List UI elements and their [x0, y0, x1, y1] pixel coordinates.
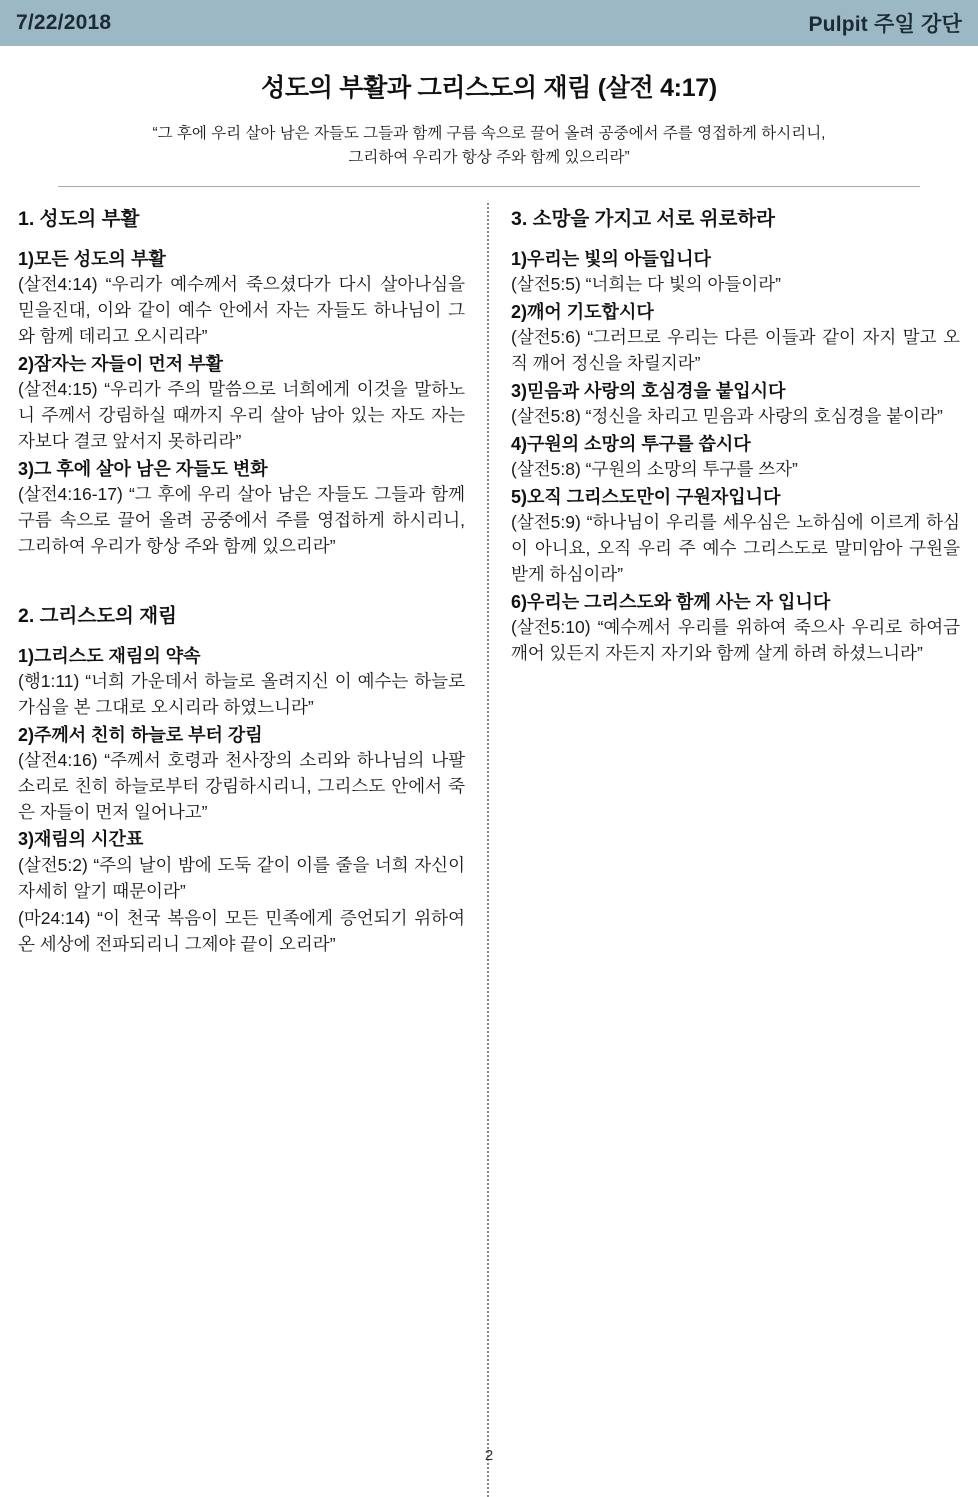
- point-3-5: [511, 485, 960, 588]
- point-3-4: [511, 432, 960, 483]
- page-title: 성도의 부활과 그리스도의 재림 (살전 4:17): [261, 74, 717, 102]
- point-3-6: [511, 590, 960, 667]
- point-body: (살전5:9) “하나님이 우리를 세우심은 노하심에 이르게 하심이 아니요, 오직 우리 주 예수 그리스도로 말미암아 구원을 받게 하심이라”: [511, 512, 960, 585]
- point-3-3: [511, 379, 960, 430]
- point-body: (살전4:15) “우리가 주의 말씀으로 너희에게 이것을 말하노니 주께서 강림하실 때까지 우리 살아 남아 있는 자도 자는 자보다 결코 앞서지 못하리라”: [18, 379, 465, 451]
- point-title: 6)우리는 그리스도와 함께 사는 자 입니다: [511, 592, 831, 613]
- content-columns: [0, 187, 978, 1497]
- point-1-1: [18, 247, 465, 350]
- sermon-verse-line-1: “그 후에 우리 살아 남은 자들도 그들과 함께 구름 속으로 끌어 올려 공중에서 주를 영접하게 하시리니,: [152, 125, 826, 142]
- point-2-1: [18, 644, 465, 721]
- point-title: 2)잠자는 자들이 먼저 부활: [18, 353, 223, 374]
- point-body: (살전5:8) “구원의 소망의 투구를 쓰자”: [511, 459, 798, 480]
- point-body: (살전5:6) “그러므로 우리는 다른 이들과 같이 자지 말고 오직 깨어 정신을 차릴지라”: [511, 327, 960, 374]
- sermon-verse-line-2: 그리하여 우리가 항상 주와 함께 있으리라”: [348, 149, 630, 167]
- right-column: [489, 203, 960, 1497]
- point-body-secondary: (마24:14) “이 천국 복음이 모든 민족에게 증언되기 위하여 온 세상에 전파되리니 그제야 끝이 오리라”: [18, 908, 465, 955]
- point-body: (살전4:16) “주께서 호령과 천사장의 소리와 하나님의 나팔 소리로 친히 하늘로부터 강림하시리니, 그리스도 안에서 죽은 자들이 먼저 일어나고”: [18, 749, 465, 822]
- point-title: 3)믿음과 사랑의 호심경을 붙입시다: [511, 381, 786, 402]
- point-body: (살전5:8) “정신을 차리고 믿음과 사랑의 호심경을 붙이라”: [511, 406, 943, 427]
- point-body: (행1:11) “너희 가운데서 하늘로 올려지신 이 예수는 하늘로 가심을 본 그대로 오시리라 하였느니라”: [18, 670, 465, 717]
- title-block: [0, 46, 978, 187]
- section-heading-3: 3. 소망을 가지고 서로 위로하라: [511, 208, 775, 231]
- point-title: 5)오직 그리스도만이 구원자입니다: [511, 487, 781, 508]
- point-body: (살전5:5) “너희는 다 빛의 아들이라”: [511, 274, 781, 295]
- point-1-3: [18, 457, 465, 560]
- point-title: 2)깨어 기도합시다: [511, 302, 654, 323]
- point-body: (살전4:14) “우리가 예수께서 죽으셨다가 다시 살아나심을 믿을진대, 이와 같이 예수 안에서 자는 자들도 하나님이 그와 함께 데리고 오시리라”: [18, 274, 465, 346]
- point-1-2: [18, 352, 465, 455]
- point-3-1: [511, 247, 960, 298]
- point-title: 4)구원의 소망의 투구를 씁시다: [511, 434, 751, 455]
- point-2-2: [18, 723, 465, 826]
- point-body: (살전5:2) “주의 날이 밤에 도둑 같이 이를 줄을 너희 자신이 자세히 알기 때문이라”: [18, 854, 465, 901]
- point-title: 1)그리스도 재림의 약속: [18, 645, 201, 666]
- point-2-3: [18, 827, 465, 958]
- point-body: (살전4:16-17) “그 후에 우리 살아 남은 자들도 그들과 함께 구름 속으로 끌어 올려 공중에서 주를 영접하게 하시리니, 그리하여 우리가 항상 주와 함께 있으리라”: [18, 483, 465, 556]
- point-3-2: [511, 300, 960, 377]
- point-title: 1)모든 성도의 부활: [18, 249, 166, 270]
- sermon-verse: [104, 122, 874, 170]
- page-number: 2: [484, 1447, 494, 1464]
- point-title: 3)그 후에 살아 남은 자들도 변화: [18, 458, 268, 479]
- point-body: (살전5:10) “예수께서 우리를 위하여 죽으사 우리로 하여금 깨어 있든지 자든지 자기와 함께 살게 하려 하셨느니라”: [511, 617, 960, 664]
- point-title: 2)주께서 친히 하늘로 부터 강림: [18, 724, 263, 745]
- header-title: Pulpit 주일 강단: [808, 13, 962, 36]
- section-heading-2: 2. 그리스도의 재림: [18, 604, 177, 627]
- header-date: 7/22/2018: [16, 11, 112, 34]
- page-header: [0, 0, 978, 46]
- left-column: [18, 203, 489, 1497]
- point-title: 3)재림의 시간표: [18, 829, 144, 850]
- point-title: 1)우리는 빛의 아들입니다: [511, 249, 711, 270]
- section-heading-1: 1. 성도의 부활: [18, 208, 140, 231]
